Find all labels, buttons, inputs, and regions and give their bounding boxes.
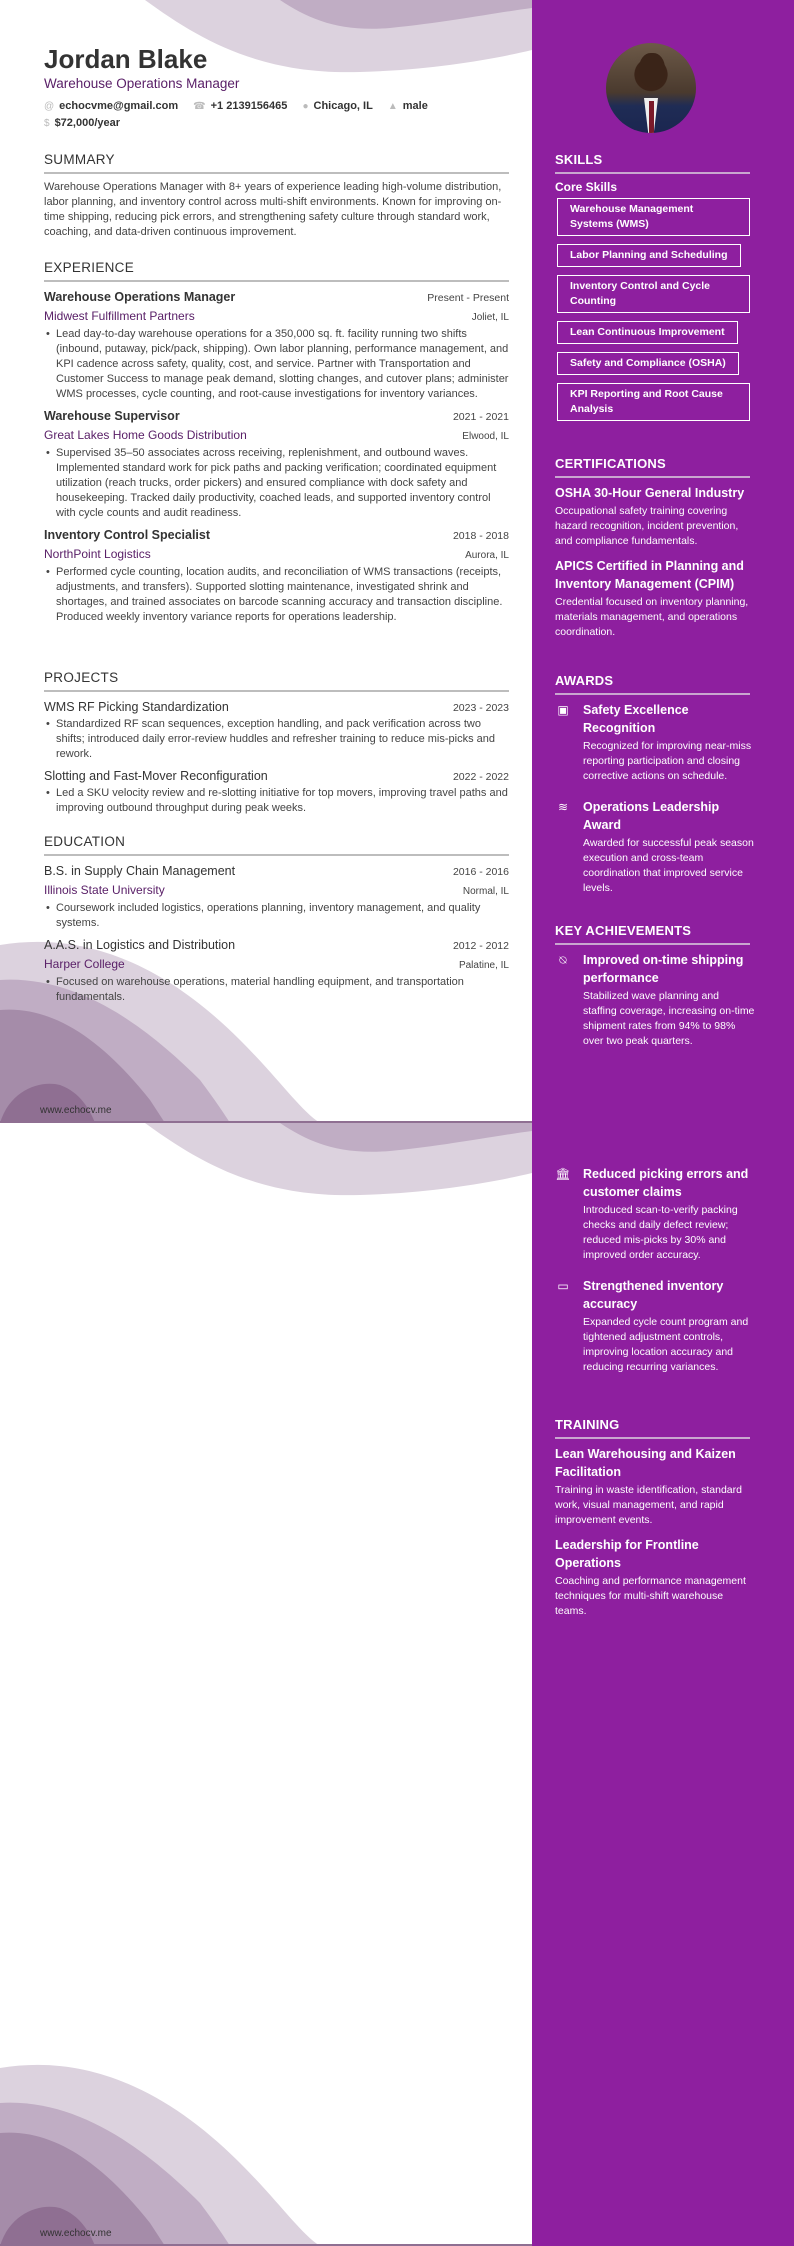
section-heading: SKILLS (555, 152, 750, 174)
degree: A.A.S. in Logistics and Distribution (44, 938, 236, 952)
gender: male (402, 100, 428, 112)
awards-section (555, 673, 755, 910)
page-divider (0, 1121, 532, 1123)
person-icon: ▲ (387, 101, 398, 112)
achievements-continued (555, 1165, 755, 1389)
award-title: Operations Leadership Award (583, 800, 720, 832)
phone[interactable]: +1 2139156465 (210, 100, 288, 112)
projects-section (44, 670, 509, 821)
section-heading: EXPERIENCE (44, 260, 509, 282)
salary: $72,000/year (54, 117, 121, 129)
job-bullet: • Supervised 35–50 associates across receiving, replenishment, and outbound waves. Implemented standard work for pick paths and packing verification; coordinated equipment utilization (reach trucks, order pickers) and ensured compliance with dock safety and housekeeping. Tracked daily productivity, coached leads, and supported inventory control with cycle counts and audit readiness. (44, 446, 509, 521)
section-heading: TRAINING (555, 1417, 750, 1439)
achievements-section (555, 923, 755, 1063)
job-title: Warehouse Operations Manager (44, 290, 236, 304)
job-location: Aurora, IL (465, 550, 509, 561)
certification-desc: Credential focused on inventory planning, materials management, and operations coordination. (555, 596, 749, 638)
award-desc: Awarded for successful peak season execution and cross-team coordination that improved service levels. (583, 837, 754, 894)
training-section (555, 1417, 755, 1627)
degree: B.S. in Supply Chain Management (44, 864, 236, 878)
skill-chip: Safety and Compliance (OSHA) (557, 352, 739, 375)
education-bullet: • Coursework included logistics, operations planning, inventory management, and quality systems. (44, 901, 509, 931)
job-dates: 2021 - 2021 (452, 411, 509, 423)
company: NorthPoint Logistics (44, 547, 151, 561)
education-section (44, 834, 509, 1010)
email-icon: @ (44, 101, 55, 112)
achievement-item (555, 1277, 755, 1383)
achievement-desc: Stabilized wave planning and staffing coverage, increasing on-time shipment rates from 94% to 98% over two peak quarters. (583, 990, 755, 1047)
education-dates: 2016 - 2016 (452, 866, 509, 878)
sidebar (532, 1123, 794, 2246)
achievement-title: Reduced picking errors and customer claims (583, 1167, 749, 1199)
award-title: Safety Excellence Recognition (583, 703, 689, 735)
company: Great Lakes Home Goods Distribution (44, 428, 247, 442)
certifications-section (555, 456, 755, 648)
education-item (44, 936, 509, 1005)
experience-item (44, 288, 509, 402)
project-bullet: • Led a SKU velocity review and re-slotting initiative for top movers, improving travel paths and improving outbound throughput during peak weeks. (44, 786, 509, 816)
skill-chip: KPI Reporting and Root Cause Analysis (557, 383, 750, 421)
project-item (44, 698, 509, 762)
award-item (555, 701, 755, 792)
training-title: Leadership for Frontline Operations (555, 1538, 699, 1570)
sidebar (532, 0, 794, 1123)
summary-section (44, 152, 509, 240)
education-item (44, 862, 509, 931)
profile-photo (606, 43, 696, 133)
skill-chip: Lean Continuous Improvement (557, 321, 738, 344)
location: Chicago, IL (313, 100, 373, 112)
skills-group: Core Skills (555, 180, 618, 194)
education-dates: 2012 - 2012 (452, 940, 509, 952)
certification-desc: Occupational safety training covering hazard recognition, incident prevention, and compliance fundamentals. (555, 505, 739, 547)
job-bullet: • Lead day-to-day warehouse operations for a 350,000 sq. ft. facility running two shifts (inbound, putaway, pick/pack, shipping). Own labor planning, performance management, and KPI cadence across safety, quality, cost, and service. Partner with Transportation and Customer Success to manage peak demand, slotting changes, and cutover plans; administer WMS processes, cycle counting, and root-cause investigations for inventory variances. (44, 327, 509, 402)
footer-site[interactable]: www.echocv.me (40, 2228, 112, 2239)
achievement-title: Strengthened inventory accuracy (583, 1279, 724, 1311)
project-bullet: • Standardized RF scan sequences, exception handling, and pack verification across two shifts; introduced daily error-review huddles and refresher training to reduce mis-picks and rework. (44, 717, 509, 762)
job-title: Inventory Control Specialist (44, 528, 211, 542)
certification-title: APICS Certified in Planning and Inventory Management (CPIM) (555, 559, 744, 591)
school-location: Palatine, IL (458, 960, 509, 971)
job-title: Warehouse Supervisor (44, 409, 180, 423)
book-icon: ▣ (557, 703, 569, 717)
section-heading: PROJECTS (44, 670, 509, 692)
location-icon: ● (302, 101, 309, 112)
project-dates: 2022 - 2022 (452, 771, 509, 783)
salary-icon: $ (44, 118, 50, 129)
achievement-title: Improved on-time shipping performance (583, 953, 744, 985)
education-bullet: • Focused on warehouse operations, material handling equipment, and transportation fundamentals. (44, 975, 509, 1005)
job-dates: 2018 - 2018 (452, 530, 509, 542)
company: Midwest Fulfillment Partners (44, 309, 195, 323)
section-heading: AWARDS (555, 673, 750, 695)
achievement-desc: Introduced scan-to-verify packing checks and daily defect review; reduced mis-picks by 30% and improved order accuracy. (583, 1204, 738, 1261)
project-item (44, 767, 509, 816)
candidate-title: Warehouse Operations Manager (44, 76, 240, 91)
candidate-name: Jordan Blake (44, 44, 208, 74)
certification-title: OSHA 30-Hour General Industry (555, 486, 745, 500)
school-location: Normal, IL (462, 886, 509, 897)
skill-chip: Inventory Control and Cycle Counting (557, 275, 750, 313)
section-heading: EDUCATION (44, 834, 509, 856)
achievement-item (555, 951, 755, 1057)
summary-text: Warehouse Operations Manager with 8+ years of experience leading high-volume distribution, labor planning, and inventory control across multi-shift environments. Known for improving on-time shipping, reducing pick errors, and strengthening safety culture through standard work, coaching, and data-driven continuous improvement. (44, 181, 502, 238)
email[interactable]: echocvme@gmail.com (59, 100, 179, 112)
training-desc: Coaching and performance management techniques for multi-shift warehouse teams. (555, 1575, 746, 1617)
resume-page-2 (0, 1123, 794, 2246)
project-dates: 2023 - 2023 (452, 702, 509, 714)
school: Illinois State University (44, 883, 165, 897)
award-item (555, 798, 755, 904)
rectangle-icon: ▭ (557, 1279, 569, 1293)
job-dates: Present - Present (427, 292, 509, 304)
bell-slash-icon: ⍉ (559, 953, 567, 967)
skill-chip: Labor Planning and Scheduling (557, 244, 741, 267)
experience-item (44, 407, 509, 521)
achievement-item (555, 1165, 755, 1271)
section-heading: CERTIFICATIONS (555, 456, 750, 478)
award-desc: Recognized for improving near-miss reporting participation and closing corrective actions on schedule. (583, 740, 752, 782)
achievement-desc: Expanded cycle count program and tightened adjustment controls, improving location accuracy and reducing recurring variances. (583, 1316, 749, 1373)
footer-site[interactable]: www.echocv.me (40, 1105, 112, 1116)
bank-icon: 🏛 (555, 1167, 571, 1181)
training-title: Lean Warehousing and Kaizen Facilitation (555, 1447, 736, 1479)
project-title: Slotting and Fast-Mover Reconfiguration (44, 769, 268, 783)
school: Harper College (44, 957, 125, 971)
job-location: Elwood, IL (462, 431, 509, 442)
skill-chip: Warehouse Management Systems (WMS) (557, 198, 750, 236)
experience-item (44, 526, 509, 625)
job-location: Joliet, IL (471, 312, 509, 323)
decorative-waves (0, 1123, 532, 2246)
section-heading: SUMMARY (44, 152, 509, 174)
skills-section (555, 152, 755, 429)
section-heading: KEY ACHIEVEMENTS (555, 923, 750, 945)
experience-section (44, 260, 509, 630)
database-icon: ≋ (557, 800, 569, 814)
contact-info (44, 98, 440, 132)
project-title: WMS RF Picking Standardization (44, 700, 229, 714)
phone-icon: ☎ (193, 101, 206, 112)
training-desc: Training in waste identification, standard work, visual management, and rapid improvement events. (555, 1484, 742, 1526)
job-bullet: • Performed cycle counting, location audits, and reconciliation of WMS transactions (receipts, adjustments, and transfers). Supported slotting maintenance, investigated shrink and shortages, and trained associates on barcode scanning accuracy and transaction discipline. Produced weekly inventory variance reports for operations leadership. (44, 565, 509, 625)
